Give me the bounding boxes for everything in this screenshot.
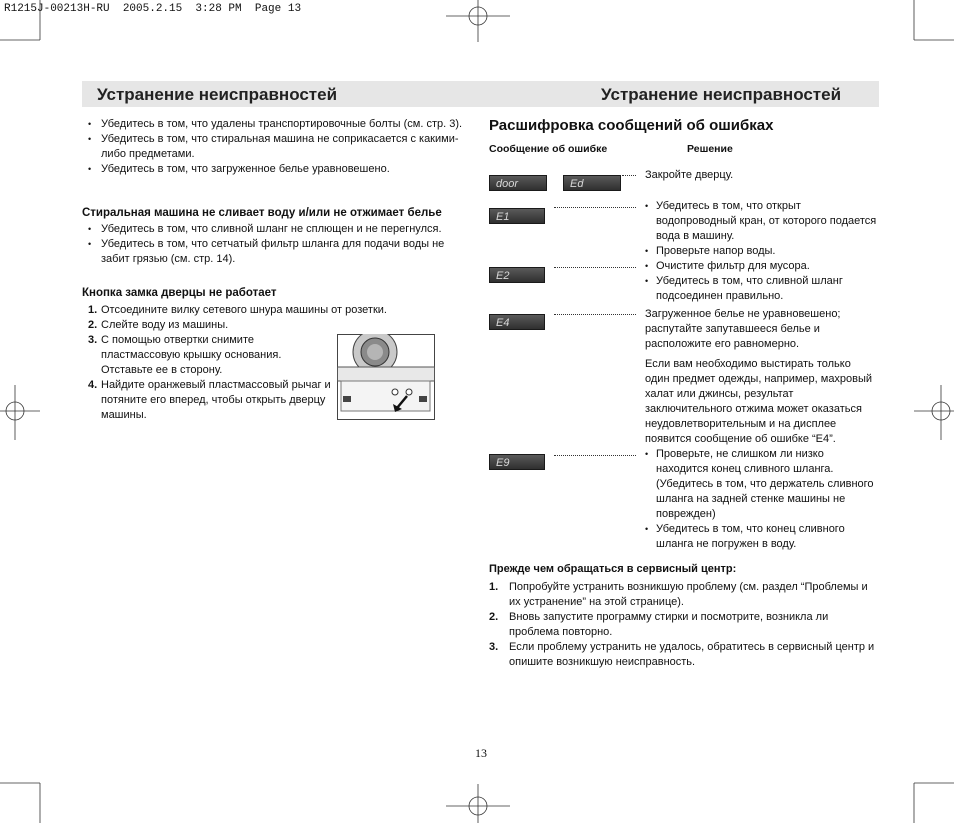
list-item: • Убедитесь в том, что сливной шланг подсоединен правильно. [645,274,880,304]
error-code-e2: E2 [489,267,545,283]
step-text: Если проблему устранить не удалось, обратитесь в сервисный центр и опишите возникшую неисправность. [509,641,875,668]
col-header-solution: Решение [687,143,733,155]
intro-bullets [82,117,472,177]
section-title: Расшифровка сообщений об ошибках [489,117,774,134]
step-number: 1. [88,304,98,316]
step-number: 2. [489,611,499,623]
list-item: • Убедитесь в том, что конец сливного шланга не погружен в воду. [645,522,875,552]
e1-solution [645,199,880,259]
step-text: Слейте воду из машины. [101,319,229,331]
error-code-e9: E9 [489,454,545,470]
leader-dots [554,455,636,456]
step-text: Найдите оранжевый пластмассовый рычаг и потяните его вперед, чтобы открыть дверцу машины. [101,379,331,421]
step-number: 3. [489,641,499,653]
crop-mark-bottom [446,784,510,823]
service-heading: Прежде чем обращаться в сервисный центр: [489,563,737,575]
list-item [82,333,286,378]
e2-solution [645,259,880,304]
step-number: 1. [489,581,499,593]
e4-solution-1: Загруженное белье не уравновешено; распутайте запутавшееся белье и расположите его равномерно. [645,308,841,350]
error-code-door: door [489,175,547,191]
step-text: С помощью отвертки снимите пластмассовую крышку основания. Отставьте ее в сторону. [101,334,282,376]
list-item [82,303,402,318]
door-solution: Закройте дверцу. [645,169,734,181]
list-item: • Очистите фильтр для мусора. [645,259,880,274]
list-item: • Проверьте, не слишком ли низко находится конец сливного шланга. (Убедитесь в том, что держатель сливного шланга на задней стенке машины не поврежден) [645,447,875,522]
error-code-e1: E1 [489,208,545,224]
leader-dots [554,207,636,208]
step-number: 3. [88,334,98,346]
crop-mark-left [0,385,40,440]
header-title-right: Устранение неисправностей [601,85,842,104]
e4-solution-2: Если вам необходимо выстирать только один предмет одежды, например, махровый халат или джинсы, результат заключительного отжима может оказаться неудовлетворительным и на дисплее появится сообщение об ошибке “E4”. [645,358,873,445]
service-steps [489,580,881,670]
step-number: 4. [88,379,98,391]
page-number: 13 [475,746,487,760]
leader-dots [554,314,636,315]
drain-bullets [82,222,467,267]
print-slug: R1215J-00213H-RU 2005.2.15 3:28 PM Page 13 [4,3,302,15]
list-item: • Убедитесь в том, что загруженное белье уравновешено. [82,162,472,177]
list-item [82,318,402,333]
e9-solution [645,447,875,552]
header-title-left: Устранение неисправностей [97,85,338,104]
list-item [489,610,881,640]
list-item [82,378,331,423]
list-item: • Убедитесь в том, что открыт водопроводный кран, от которого подается вода в машину. [645,199,880,244]
crop-mark-right [914,385,954,440]
machine-base-illustration [337,334,435,420]
door-heading: Кнопка замка дверцы не работает [82,287,277,299]
leader-dots [622,175,636,176]
error-code-e4: E4 [489,314,545,330]
list-item [489,640,881,670]
col-header-message: Сообщение об ошибке [489,143,608,155]
list-item: • Убедитесь в том, что сетчатый фильтр шланга для подачи воды не забит грязью (см. стр. 14). [82,237,467,267]
list-item: • Убедитесь в том, что сливной шланг не сплющен и не перегнулся. [82,222,467,237]
error-code-ed: Ed [563,175,621,191]
list-item: • Убедитесь в том, что удалены транспортировочные болты (см. стр. 3). [82,117,472,132]
crop-mark-top [446,0,510,42]
step-text: Попробуйте устранить возникшую проблему (см. раздел “Проблемы и их устранение” на этой странице). [509,581,868,608]
step-text: Отсоедините вилку сетевого шнура машины от розетки. [101,304,387,316]
step-text: Вновь запустите программу стирки и посмотрите, возникла ли проблема повторно. [509,611,829,638]
list-item: • Проверьте напор воды. [645,244,880,259]
list-item: • Убедитесь в том, что стиральная машина не соприкасается с какими-либо предметами. [82,132,472,162]
step-number: 2. [88,319,98,331]
drain-heading: Стиральная машина не сливает воду и/или не отжимает белье [82,207,442,219]
list-item [489,580,881,610]
leader-dots [554,267,636,268]
